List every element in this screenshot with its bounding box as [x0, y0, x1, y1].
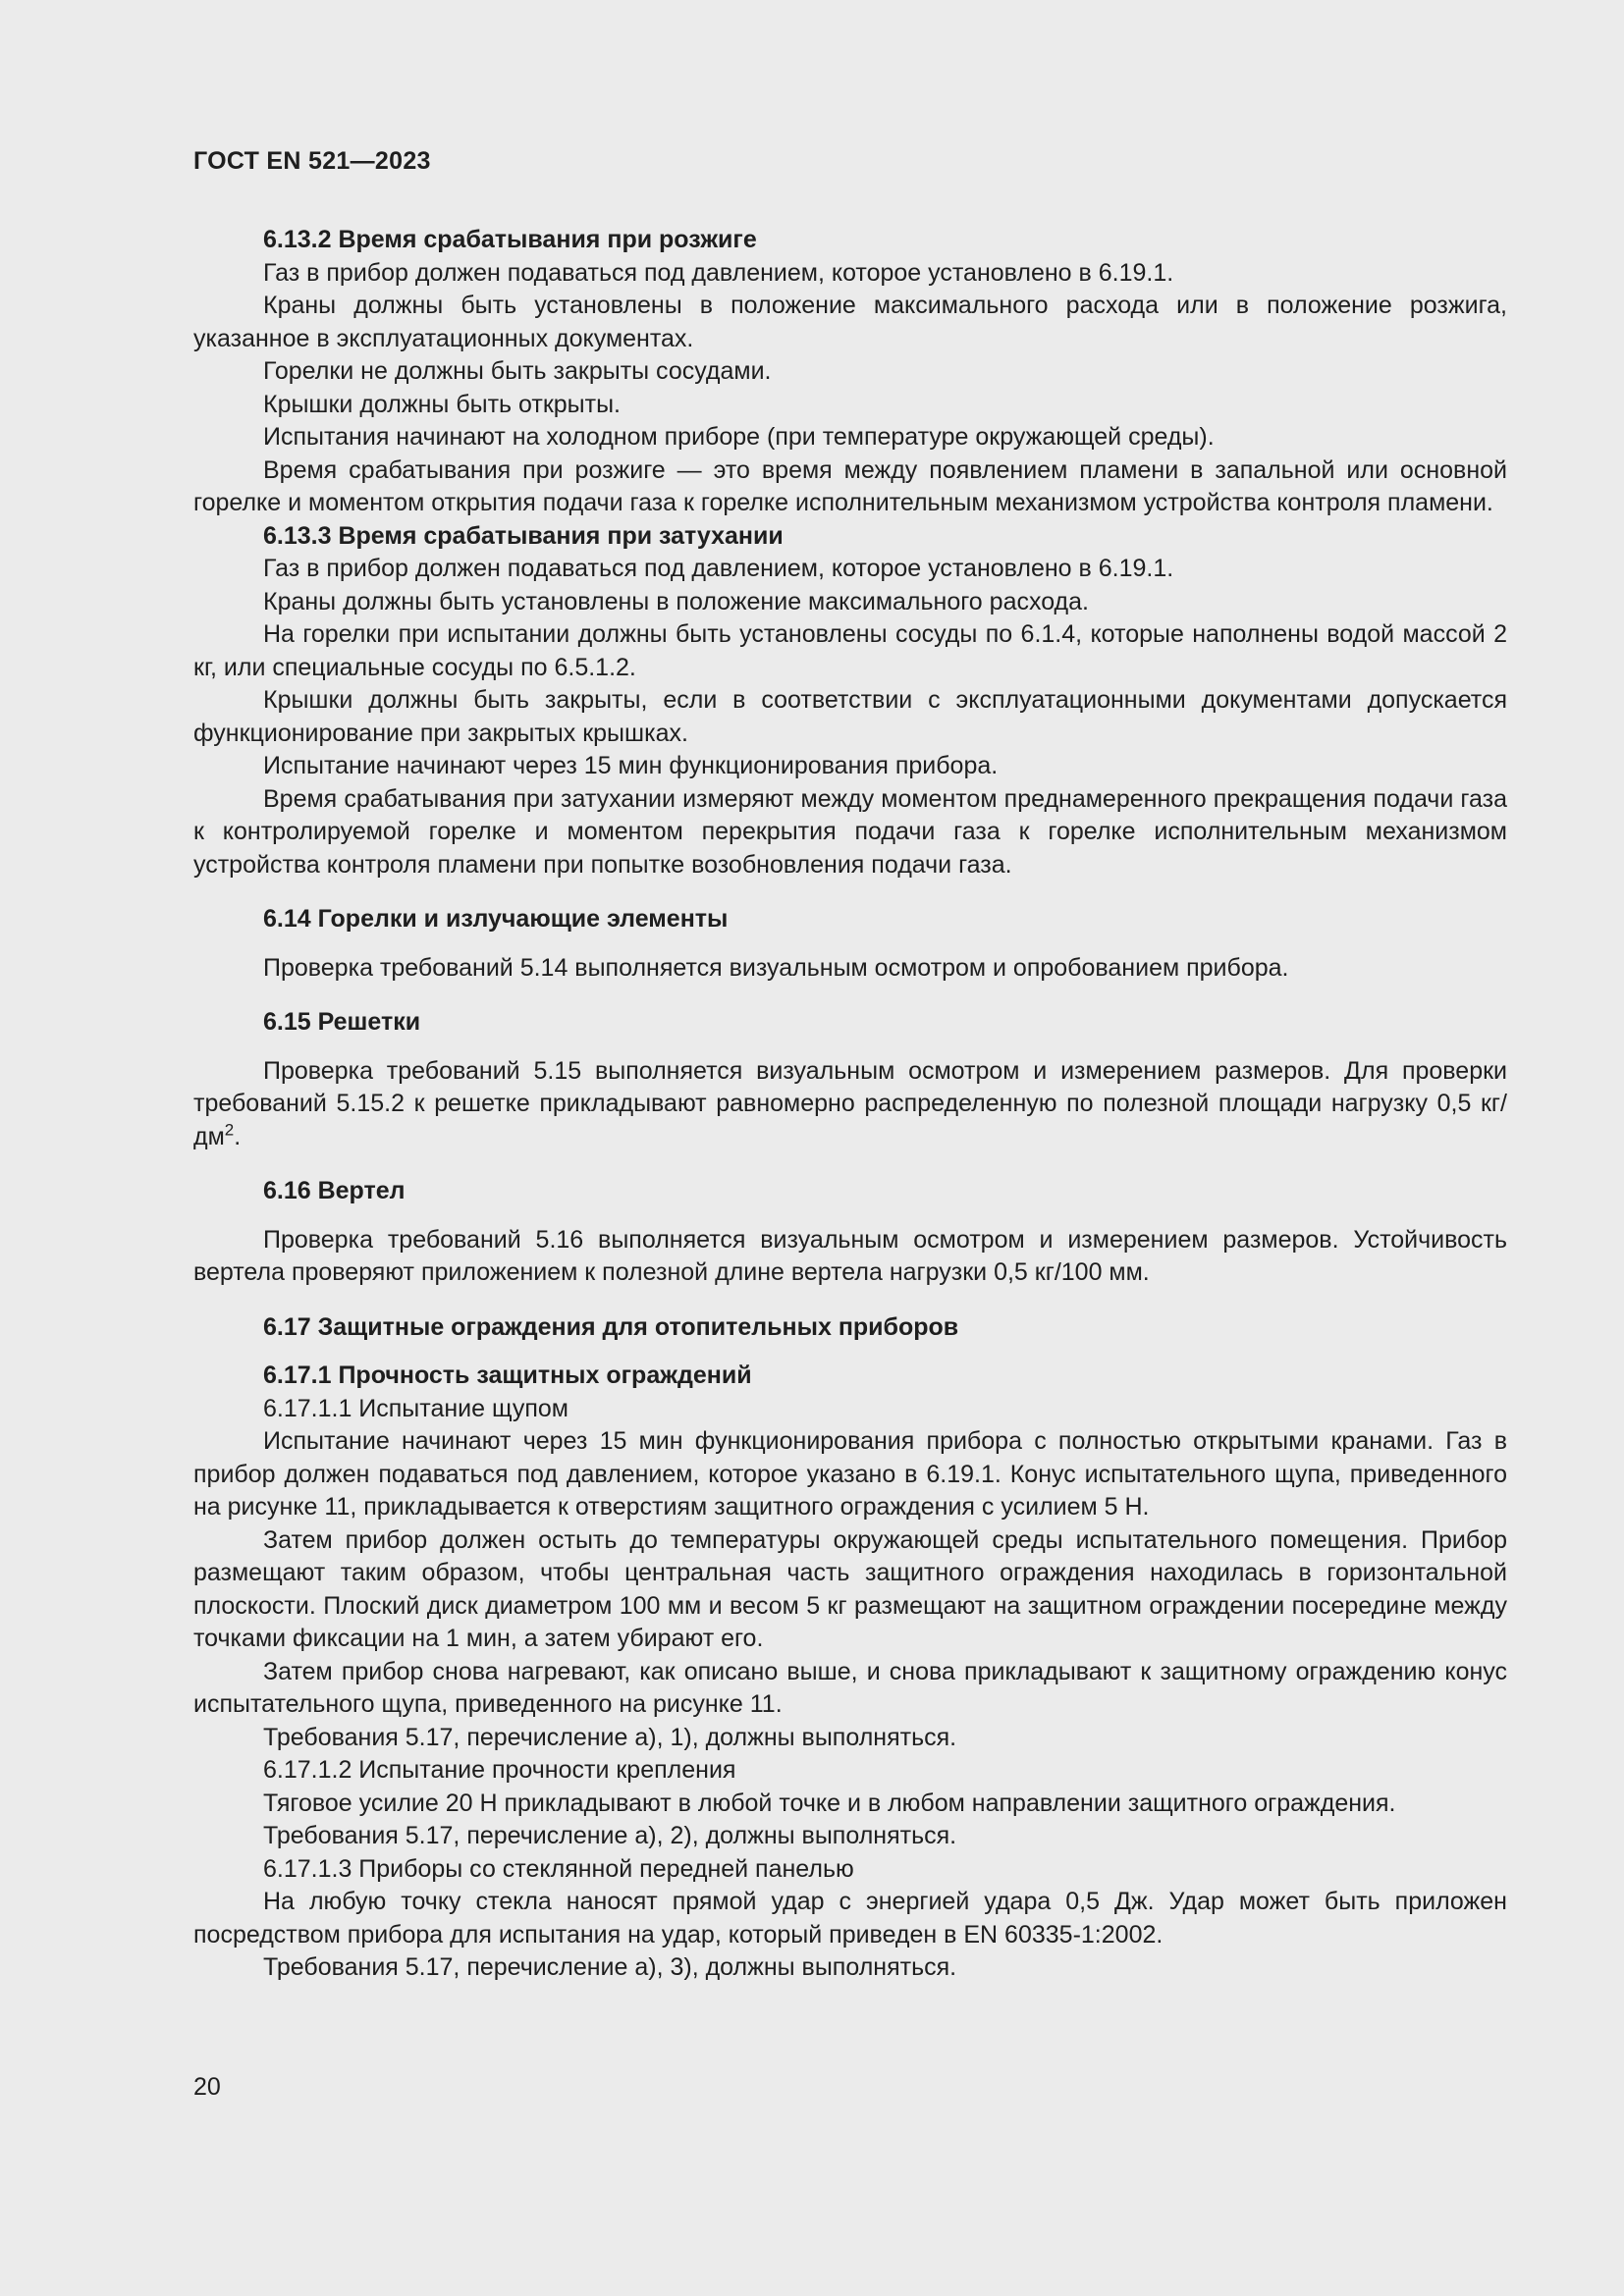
paragraph: На горелки при испытании должны быть установлены сосуды по 6.1.4, которые наполнены водой массой 2 кг, или специальные сосуды по 6.5.1.2.	[193, 620, 1507, 681]
paragraph-text: Проверка требований 5.15 выполняется визуальным осмотром и измерением размеров. Для проверки требований 5.15.2 к решетке прикладывают равномерно распределенную по полезной площади нагрузку 0,5 кг/дм	[193, 1056, 1507, 1150]
section-6-15-title: 6.15 Решетки	[263, 1008, 421, 1036]
paragraph: Краны должны быть установлены в положение максимального расхода или в положение розжига, указанное в эксплуатационных документах.	[193, 292, 1507, 352]
section-6-16-title: 6.16 Вертел	[263, 1177, 406, 1204]
paragraph: Крышки должны быть закрыты, если в соответствии с эксплуатационными документами допускается функционирование при закрытых крышках.	[193, 686, 1507, 747]
paragraph: Крышки должны быть открыты.	[263, 390, 622, 418]
paragraph: Требования 5.17, перечисление а), 2), должны выполняться.	[263, 1822, 957, 1849]
section-6-17-1-3-title: 6.17.1.3 Приборы со стеклянной передней панелью	[263, 1854, 854, 1883]
page-body	[193, 224, 1507, 1985]
paragraph: Испытания начинают на холодном приборе (при температуре окружающей среды).	[263, 423, 1215, 451]
paragraph	[193, 1055, 1507, 1154]
section-6-13-2-title: 6.13.2 Время срабатывания при розжиге	[263, 226, 757, 253]
paragraph: Проверка требований 5.16 выполняется визуальным осмотром и измерением размеров. Устойчивость вертела проверяют приложением к полезной длине вертела нагрузки 0,5 кг/100 мм.	[193, 1225, 1507, 1286]
page-number: 20	[193, 2073, 221, 2101]
section-6-17-title: 6.17 Защитные ограждения для отопительных приборов	[263, 1312, 959, 1341]
paragraph: Тяговое усилие 20 Н прикладывают в любой точке и в любом направлении защитного ограждения.	[263, 1789, 1396, 1817]
document-code: ГОСТ EN 521—2023	[193, 147, 431, 175]
section-6-17-1-title: 6.17.1 Прочность защитных ограждений	[263, 1362, 752, 1389]
section-6-14-title: 6.14 Горелки и излучающие элементы	[263, 905, 729, 933]
paragraph: Проверка требований 5.14 выполняется визуальным осмотром и опробованием прибора.	[263, 953, 1289, 982]
paragraph: Время срабатывания при затухании измеряют между моментом преднамеренного прекращения подачи газа к контролируемой горелке и моментом перекрытия подачи газа к горелке исполнительным механизмом устройства контроля пламени при попытке возобновления подачи газа.	[193, 784, 1507, 879]
paragraph: На любую точку стекла наносят прямой удар с энергией удара 0,5 Дж. Удар может быть приложен посредством прибора для испытания на удар, который приведен в EN 60335-1:2002.	[193, 1888, 1507, 1949]
paragraph: Требования 5.17, перечисление а), 3), должны выполняться.	[263, 1953, 957, 1981]
paragraph: Испытание начинают через 15 мин функционирования прибора.	[263, 752, 999, 779]
superscript: 2	[224, 1120, 235, 1140]
paragraph: Горелки не должны быть закрыты сосудами.	[263, 357, 772, 385]
paragraph-text-end: .	[234, 1122, 242, 1150]
paragraph: Затем прибор снова нагревают, как описано выше, и снова прикладывают к защитному ограждению конус испытательного щупа, приведенного на рисунке 11.	[193, 1657, 1507, 1718]
paragraph: Время срабатывания при розжиге — это время между появлением пламени в запальной или основной горелке и моментом открытия подачи газа к горелке исполнительным механизмом устройства контроля пламени.	[193, 455, 1507, 516]
paragraph: Затем прибор должен остыть до температуры окружающей среды испытательного помещения. Прибор размещают таким образом, чтобы центральная часть защитного ограждения находилась в горизонтальной плоскости. Плоский диск диаметром 100 мм и весом 5 кг размещают на защитном ограждении посередине между точками фиксации на 1 мин, а затем убирают его.	[193, 1525, 1507, 1652]
section-6-17-1-2-title: 6.17.1.2 Испытание прочности крепления	[263, 1756, 736, 1784]
paragraph: Газ в прибор должен подаваться под давлением, которое установлено в 6.19.1.	[263, 555, 1174, 582]
section-6-17-1-1-title: 6.17.1.1 Испытание щупом	[263, 1394, 568, 1422]
paragraph: Испытание начинают через 15 мин функционирования прибора с полностью открытыми кранами. Газ в прибор должен подаваться под давлением, которое указано в 6.19.1. Конус испытательного щупа, приведенного на рисунке 11, прикладывается к отверстиям защитного ограждения с усилием 5 Н.	[193, 1427, 1507, 1521]
section-6-13-3-title: 6.13.3 Время срабатывания при затухании	[263, 521, 784, 550]
paragraph: Требования 5.17, перечисление а), 1), должны выполняться.	[263, 1723, 957, 1751]
paragraph: Газ в прибор должен подаваться под давлением, которое установлено в 6.19.1.	[263, 258, 1174, 287]
paragraph: Краны должны быть установлены в положение максимального расхода.	[263, 587, 1089, 615]
